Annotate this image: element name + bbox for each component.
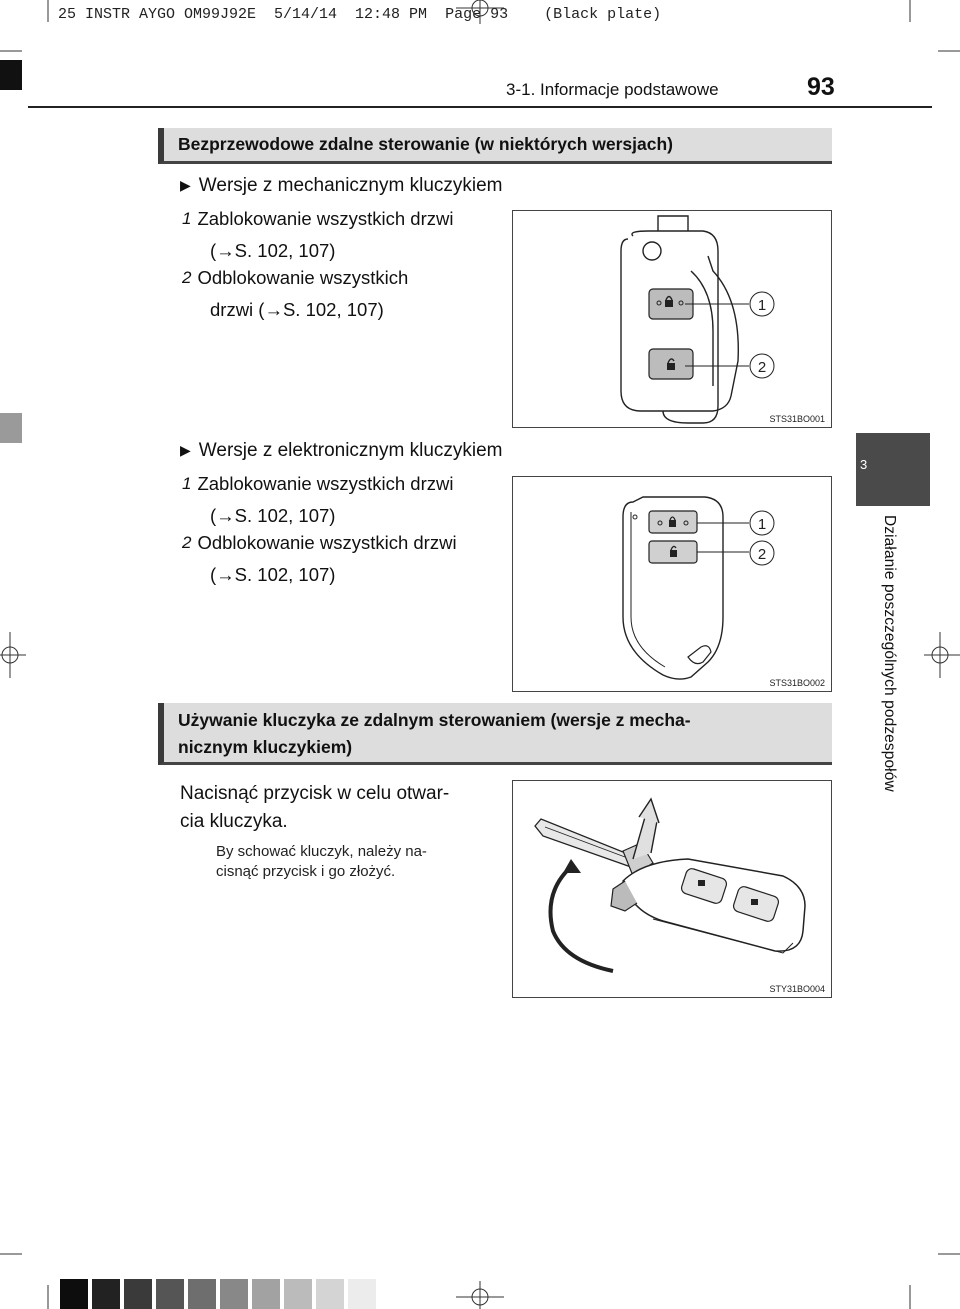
chapter-title: Działanie poszczególnych podzespołów bbox=[881, 515, 898, 792]
palette-swatch bbox=[252, 1279, 280, 1309]
item-number: 1 bbox=[182, 474, 192, 493]
figure-electronic-key bbox=[512, 476, 832, 692]
palette-swatch bbox=[348, 1279, 376, 1309]
registration-block bbox=[0, 60, 22, 90]
item-number: 2 bbox=[182, 533, 192, 552]
bullet-mechanical-key bbox=[180, 175, 503, 197]
palette-swatch bbox=[284, 1279, 312, 1309]
electronic-key-fob-illustration bbox=[513, 477, 831, 691]
instruction-text bbox=[180, 780, 494, 836]
list-item-unlock-all bbox=[182, 527, 482, 590]
triangle-bullet-icon: ▶ bbox=[180, 177, 191, 193]
item-ref: (→S. 102, 107) bbox=[210, 505, 336, 526]
callout-2: 2 bbox=[757, 359, 767, 376]
plate-header: 25 INSTR AYGO OM99J92E 5/14/14 12:48 PM Page 93 (Black plate) bbox=[58, 6, 662, 23]
item-ref: (→S. 102, 107) bbox=[210, 564, 336, 585]
list-item-lock-all bbox=[182, 468, 482, 531]
key-fold-illustration bbox=[513, 781, 831, 997]
section-heading-remote bbox=[158, 128, 832, 164]
callout-1: 1 bbox=[757, 516, 767, 533]
section-heading-text: Bezprzewodowe zdalne sterowanie (w niektórych wersjach) bbox=[178, 134, 673, 154]
triangle-bullet-icon: ▶ bbox=[180, 442, 191, 458]
item-ref: (→S. 102, 107) bbox=[210, 240, 336, 261]
section-heading-line1: Używanie kluczyka ze zdalnym sterowaniem (wersje z mecha- bbox=[178, 709, 691, 730]
bullet-electronic-key bbox=[180, 440, 503, 462]
item-number: 1 bbox=[182, 209, 192, 228]
item-text: Odblokowanie wszystkich drzwi bbox=[197, 532, 457, 553]
callout-1: 1 bbox=[757, 297, 767, 314]
item-text: Zablokowanie wszystkich drzwi bbox=[197, 208, 454, 229]
section-heading-key-usage bbox=[158, 703, 832, 765]
figure-key-fold bbox=[512, 780, 832, 998]
palette-swatch bbox=[156, 1279, 184, 1309]
instruction-line: Nacisnąć przycisk w celu otwar- bbox=[180, 783, 450, 804]
figure-code: STS31BO001 bbox=[769, 414, 825, 424]
chapter-number: 3 bbox=[860, 457, 868, 472]
palette-swatch bbox=[188, 1279, 216, 1309]
list-item-unlock-all bbox=[182, 262, 482, 325]
callout-2: 2 bbox=[757, 546, 767, 563]
figure-code: STY31BO004 bbox=[769, 984, 825, 994]
mechanical-key-fob-illustration bbox=[513, 211, 831, 427]
figure-code: STS31BO002 bbox=[769, 678, 825, 688]
section-heading-line2: nicznym kluczykiem) bbox=[178, 736, 353, 757]
palette-swatch bbox=[60, 1279, 88, 1309]
page-number: 93 bbox=[807, 73, 835, 101]
section-breadcrumb: 3-1. Informacje podstawowe bbox=[506, 80, 719, 99]
bullet-text: Wersje z mechanicznym kluczykiem bbox=[198, 175, 503, 196]
item-ref: drzwi (→S. 102, 107) bbox=[210, 299, 384, 320]
note-line: By schować kluczyk, należy na- bbox=[216, 843, 427, 860]
item-text: Zablokowanie wszystkich drzwi bbox=[197, 473, 454, 494]
bullet-text: Wersje z elektronicznym kluczykiem bbox=[198, 440, 503, 461]
list-item-lock-all bbox=[182, 203, 482, 266]
palette-swatch bbox=[92, 1279, 120, 1309]
instruction-line: cia kluczyka. bbox=[180, 811, 288, 832]
palette-swatch bbox=[220, 1279, 248, 1309]
palette-swatch bbox=[124, 1279, 152, 1309]
note-line: cisnąć przycisk i go złożyć. bbox=[216, 863, 396, 880]
note-text bbox=[216, 842, 494, 882]
figure-mechanical-key bbox=[512, 210, 832, 428]
registration-block-grey bbox=[0, 413, 22, 443]
header-rule bbox=[28, 106, 932, 108]
palette-swatch bbox=[316, 1279, 344, 1309]
item-text: Odblokowanie wszystkich bbox=[197, 267, 409, 288]
item-number: 2 bbox=[182, 268, 192, 287]
